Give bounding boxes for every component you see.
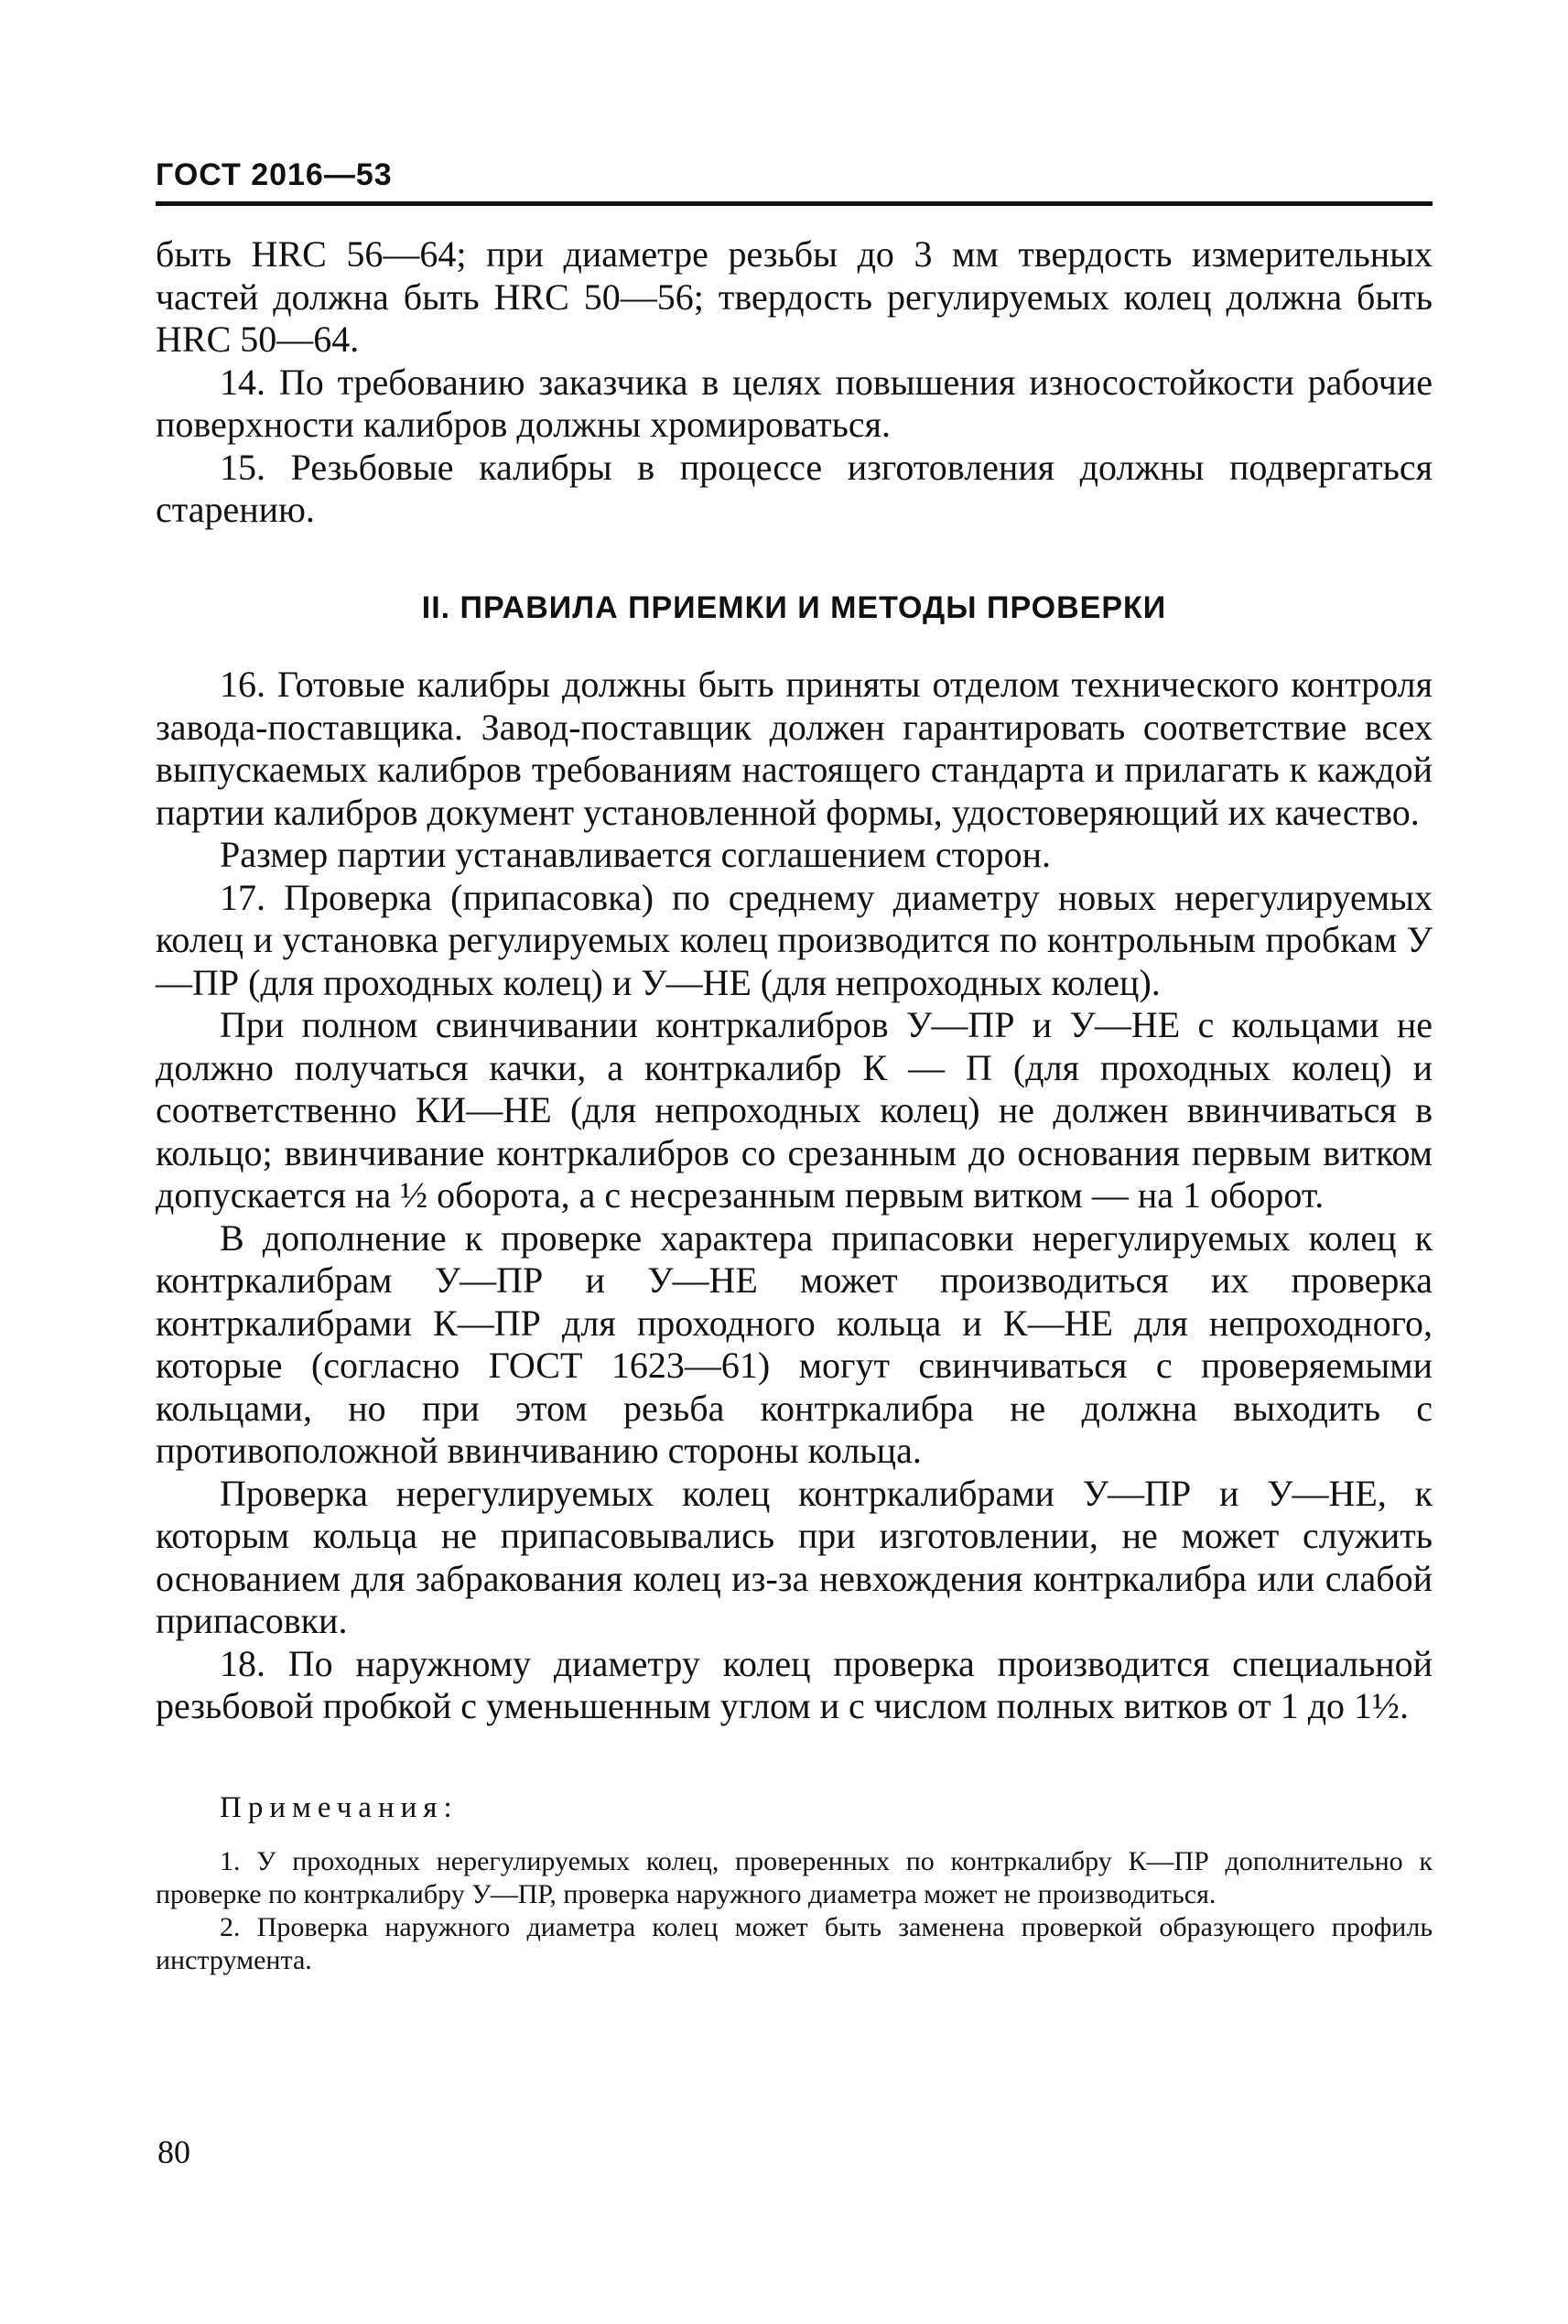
paragraph-17-c: В дополнение к проверке характера припасовки нерегулируемых колец к контркалибрам У—ПР и У—НЕ может производиться их проверка контркалибрами К—ПР для проходного кольца и К—НЕ для непроходного, которые (согласно ГОСТ 1623—61) могут свинчиваться с проверяемыми кольцами, но при этом резьба контркалибра не должна выходить с противоположной ввинчиванию стороны кольца.: [156, 1216, 1433, 1471]
note-1: 1. У проходных нерегулируемых колец, проверенных по контркалибру К—ПР дополнительно к проверке по контркалибру У—ПР, проверка наружного диаметра может не производиться.: [156, 1846, 1433, 1909]
paragraph-18: 18. По наружному диаметру колец проверка производится специальной резьбовой пробкой с уменьшенным углом и с числом полных витков от 1 до 1½.: [156, 1642, 1433, 1726]
paragraph-17-d: Проверка нерегулируемых колец контркалибрами У—ПР и У—НЕ, к которым кольца не припасовывались при изготовлении, не может служить основанием для забракования колец из-за невхождения контркалибра или слабой припасовки.: [156, 1472, 1433, 1641]
paragraph-14: 14. По требованию заказчика в целях повышения износостойкости рабочие поверхности калибров должны хромироваться.: [156, 361, 1433, 445]
page-number: 80: [157, 2134, 190, 2170]
section-heading: II. ПРАВИЛА ПРИЕМКИ И МЕТОДЫ ПРОВЕРКИ: [421, 589, 1167, 625]
paragraph-13-cont: быть HRC 56—64; при диаметре резьбы до 3 мм твердость измерительных частей должна быть HRC 50—56; твердость регулируемых колец должна быть HRC 50—64.: [156, 233, 1433, 360]
note-2: 2. Проверка наружного диаметра колец может быть заменена проверкой образующего профиль инструмента.: [156, 1912, 1433, 1975]
page-header: ГОСТ 2016—53: [156, 157, 393, 192]
header-rule: [156, 201, 1433, 206]
notes-block: [156, 1787, 1433, 1978]
paragraph-15: 15. Резьбовые калибры в процессе изготовления должны подвергаться старению.: [156, 446, 1433, 530]
notes-title: Примечания:: [220, 1790, 459, 1824]
paragraph-17-b: При полном свинчивании контркалибров У—ПР и У—НЕ с кольцами не должно получаться качки, а контркалибр К — П (для проходных колец) и соответственно КИ—НЕ (для непроходных колец) не должен ввинчиваться в кольцо; ввинчивание контркалибров со срезанным до основания первым витком допускается на ½ оборота, а с несрезанным первым витком — на 1 оборот.: [156, 1004, 1433, 1216]
paragraph-16-b: Размер партии устанавливается соглашением сторон.: [220, 834, 1051, 875]
paragraph-17: 17. Проверка (припасовка) по среднему диаметру новых нерегулируемых колец и установка регулируемых колец производится по контрольным пробкам У—ПР (для проходных колец) и У—НЕ (для непроходных колец).: [156, 876, 1433, 1003]
paragraph-16: 16. Готовые калибры должны быть приняты отделом технического контроля завода-поставщика. Завод-поставщик должен гарантировать соответствие всех выпускаемых калибров требованиям настоящего стандарта и прилагать к каждой партии калибров документ установленной формы, удостоверяющий их качество.: [156, 664, 1433, 833]
body-text: [156, 233, 1433, 1977]
